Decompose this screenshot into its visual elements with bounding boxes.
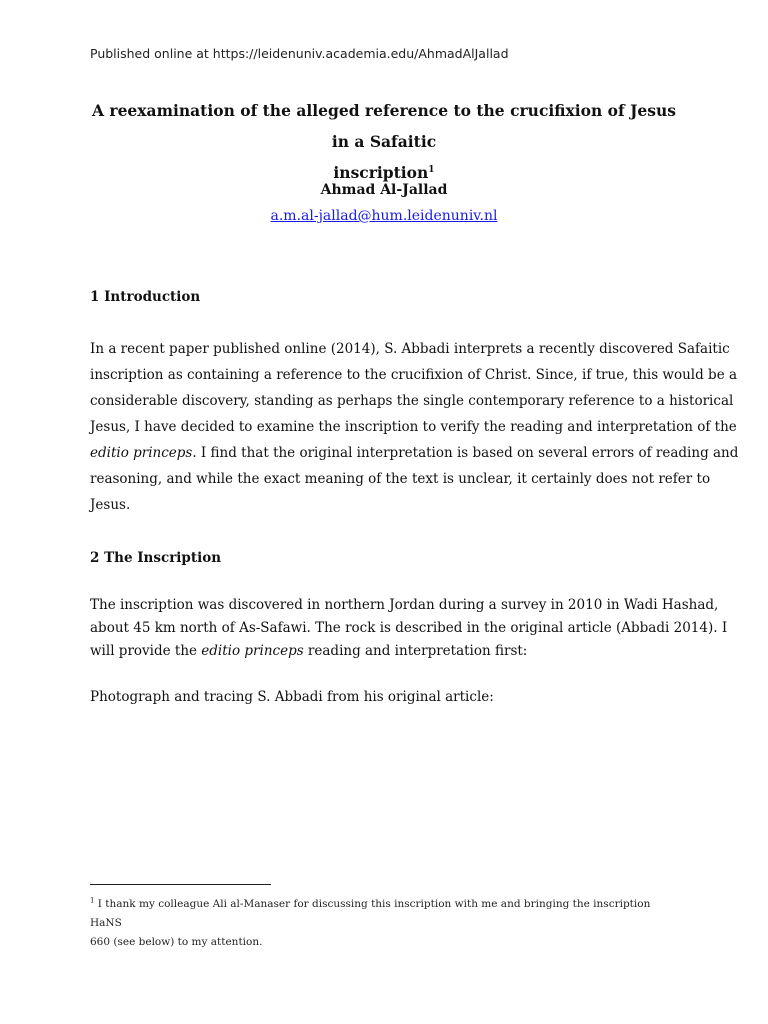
author-email-link[interactable]: a.m.al-jallad@hum.leidenuniv.nl	[270, 208, 498, 224]
intro-line: Jesus, I have decided to examine the inscription to verify the reading and interpretation of the	[90, 419, 737, 435]
footnote-mark: 1	[90, 896, 95, 905]
inscription-line-3-pre: will provide the	[90, 643, 202, 659]
intro-line: In a recent paper published online (2014), S. Abbadi interprets a recently discovered Safaitic	[90, 341, 730, 357]
photo-caption: Photograph and tracing S. Abbadi from his original article:	[90, 689, 494, 705]
inscription-paragraph	[90, 594, 728, 663]
editio-princeps-italic: editio princeps	[201, 643, 304, 659]
footnote-text-1: I thank my colleague Ali al-Manaser for discussing this inscription with me and bringing the inscription HaNS	[90, 898, 651, 929]
section-heading-inscription: 2 The Inscription	[90, 550, 222, 566]
intro-line: inscription as containing a reference to the crucifixion of Christ. Since, if true, this would be a	[90, 367, 738, 383]
inscription-line	[90, 640, 678, 663]
title-line-2-text: inscription	[333, 163, 429, 182]
footnote-1	[90, 895, 670, 952]
intro-line-5-rest: . I find that the original interpretation is based on several errors of reading and	[192, 445, 739, 461]
title-footnote-mark[interactable]: 1	[428, 164, 435, 175]
author-name: Ahmad Al-Jallad	[320, 182, 448, 198]
footnote-separator	[90, 884, 271, 885]
intro-line: considerable discovery, standing as perhaps the single contemporary reference to a historical	[90, 393, 734, 409]
inscription-line: The inscription was discovered in northern Jordan during a survey in 2010 in Wadi Hashad,	[90, 597, 719, 613]
title-line-1: A reexamination of the alleged reference to the crucifixion of Jesus in a Safaitic	[91, 101, 676, 151]
paper-title	[90, 95, 678, 188]
footnote-line-1	[90, 895, 670, 933]
intro-line: Jesus.	[90, 497, 131, 513]
published-online-note: Published online at https://leidenuniv.academia.edu/AhmadAlJallad	[90, 46, 509, 61]
inscription-line: about 45 km north of As-Safawi. The rock is described in the original article (Abbadi 2014). I	[90, 620, 728, 636]
intro-line	[90, 440, 739, 466]
section-heading-introduction: 1 Introduction	[90, 289, 201, 305]
editio-princeps-italic: editio princeps	[90, 445, 193, 461]
intro-line: reasoning, and while the exact meaning of the text is unclear, it certainly does not refer to	[90, 471, 711, 487]
footnote-line-2: 660 (see below) to my attention.	[90, 936, 263, 948]
inscription-line-3-post: reading and interpretation first:	[303, 643, 528, 659]
introduction-paragraph	[90, 336, 739, 518]
